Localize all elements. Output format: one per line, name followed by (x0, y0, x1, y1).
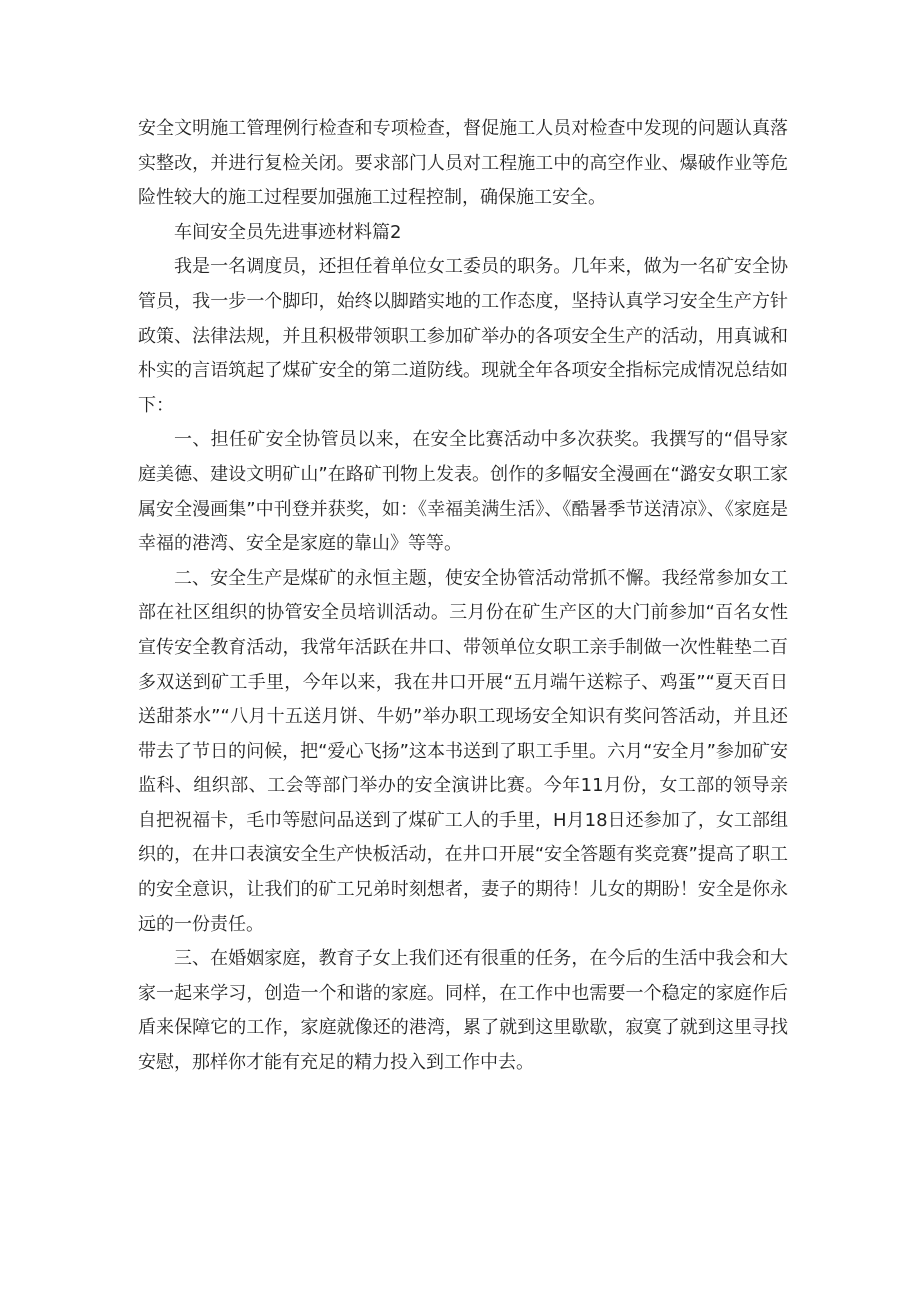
document-body (138, 112, 788, 1081)
paragraph-point-2: 二、安全生产是煤矿的永恒主题，使安全协管活动常抓不懈。我经常参加女工部在社区组织的协管安全员培训活动。三月份在矿生产区的大门前参加“百名女性宣传安全教育活动，我常年活跃在井口、带领单位女职工亲手制做一次性鞋垫二百多双送到矿工手里，今年以来，我在井口开展“五月端午送粽子、鸡蛋”“夏天百日送甜茶水”“八月十五送月饼、牛奶”举办职工现场安全知识有奖问答活动，并且还带去了节日的问候，把“爱心飞扬”这本书送到了职工手里。六月“安全月”参加矿安监科、组织部、工会等部门举办的安全演讲比赛。今年11月份，女工部的领导亲自把祝福卡，毛巾等慰问品送到了煤矿工人的手里，H月18日还参加了，女工部组织的，在井口表演安全生产快板活动，在井口开展“安全答题有奖竞赛”提高了职工的安全意识，让我们的矿工兄弟时刻想者，妻子的期待！儿女的期盼！安全是你永远的一份责任。 (138, 567, 788, 935)
paragraph-point-3: 三、在婚姻家庭，教育子女上我们还有很重的任务，在今后的生活中我会和大家一起来学习，创造一个和谐的家庭。同样，在工作中也需要一个稳定的家庭作后盾来保障它的工作，家庭就像还的港湾，累了就到这里歇歇，寂寞了就到这里寻找安慰，那样你才能有充足的精力投入到工作中去。 (138, 948, 788, 1074)
section-heading: 车间安全员先进事迹材料篇2 (174, 221, 402, 243)
paragraph-point-1: 一、担任矿安全协管员以来，在安全比赛活动中多次获奖。我撰写的“倡导家庭美德、建设文明矿山”在路矿刊物上发表。创作的多幅安全漫画在“潞安女职工家属安全漫画集”中刊登并获奖，如：《幸福美满生活》、《酷暑季节送清凉》、《家庭是幸福的港湾、安全是家庭的靠山》等等。 (138, 429, 788, 555)
paragraph-continuation: 安全文明施工管理例行检查和专项检查，督促施工人员对检查中发现的问题认真落实整改，并进行复检关闭。要求部门人员对工程施工中的高空作业、爆破作业等危险性较大的施工过程要加强施工过程控制，确保施工安全。 (138, 118, 788, 209)
paragraph-intro: 我是一名调度员，还担任着单位女工委员的职务。几年来，做为一名矿安全协管员，我一步一个脚印，始终以脚踏实地的工作态度，坚持认真学习安全生产方针政策、法律法规，并且积极带领职工参加矿举办的各项安全生产的活动，用真诚和朴实的言语筑起了煤矿安全的第二道防线。现就全年各项安全指标完成情况总结如下： (138, 256, 788, 416)
